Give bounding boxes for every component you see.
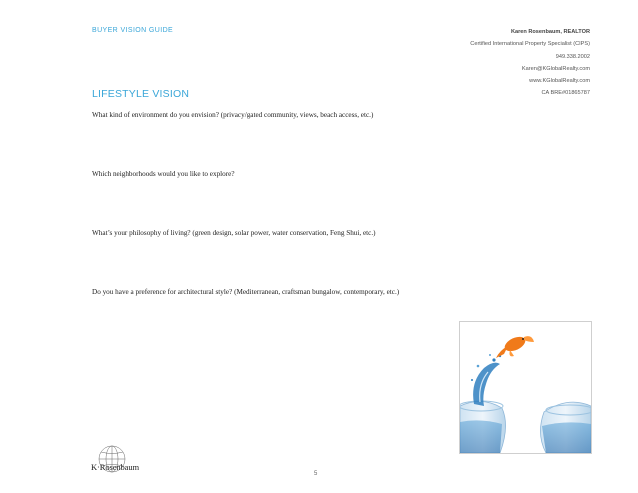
contact-block bbox=[470, 26, 590, 100]
question-architecture: Do you have a preference for architectural style? (Mediterranean, craftsman bungalow, contemporary, etc.) bbox=[92, 288, 400, 296]
contact-license: CA BRE#01865787 bbox=[541, 90, 590, 97]
goldfish-jump-photo bbox=[459, 321, 592, 454]
question-environment: What kind of environment do you envision? (privacy/gated community, views, beach access, etc.) bbox=[92, 111, 374, 119]
question-neighborhoods: Which neighborhoods would you like to explore? bbox=[92, 170, 235, 178]
logo-wordmark: K·Rosenbaum bbox=[91, 462, 140, 472]
question-philosophy: What’s your philosophy of living? (green design, solar power, water conservation, Feng Shui, etc.) bbox=[92, 229, 376, 237]
goldfish-jump-illustration bbox=[460, 322, 591, 453]
contact-website[interactable]: www.KGlobalRealty.com bbox=[529, 78, 590, 85]
contact-phone: 949.338.2002 bbox=[555, 53, 590, 60]
contact-email[interactable]: Karen@KGlobalRealty.com bbox=[521, 65, 590, 72]
contact-name: Karen Rosenbaum, REALTOR bbox=[510, 29, 590, 35]
contact-credential: Certified International Property Specialist (CIPS) bbox=[470, 41, 590, 48]
section-title: LIFESTYLE VISION bbox=[92, 88, 190, 100]
guide-title: BUYER VISION GUIDE bbox=[92, 27, 174, 34]
goldfish-icon bbox=[496, 334, 534, 358]
page-number: 5 bbox=[314, 471, 318, 477]
